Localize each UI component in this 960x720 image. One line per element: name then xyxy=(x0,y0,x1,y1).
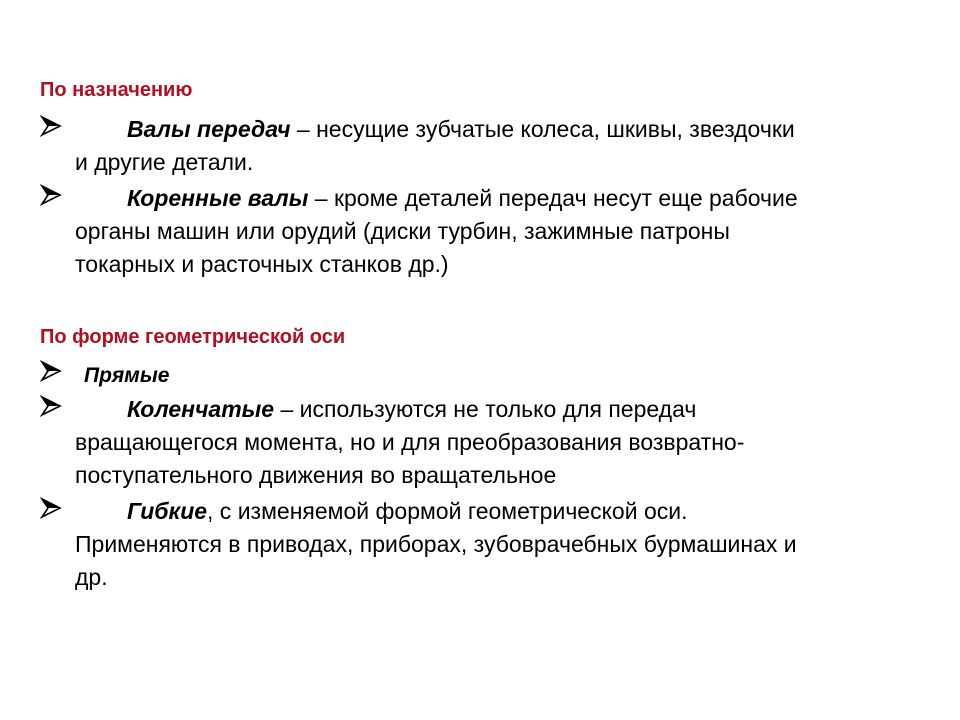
term-crankshafts: Коленчатые xyxy=(127,396,275,422)
arrowhead-bullet-icon xyxy=(40,360,62,382)
description-line: – кроме деталей передач несут еще рабочие xyxy=(308,185,798,211)
bullet-text xyxy=(75,495,920,594)
term-flexible: Гибкие xyxy=(127,498,208,524)
arrowhead-bullet-icon xyxy=(40,395,62,417)
term-transmission-shafts: Валы передач xyxy=(127,116,291,142)
arrowhead-bullet-icon xyxy=(40,115,62,137)
bullet-text xyxy=(75,182,920,281)
section-heading-axis-shape: По форме геометрической оси xyxy=(40,326,346,348)
arrowhead-bullet-icon xyxy=(40,497,62,519)
bullet-item-crankshafts xyxy=(40,393,920,492)
arrowhead-bullet-icon xyxy=(40,184,62,206)
continuation-line: др. xyxy=(75,564,108,590)
continuation-line: органы машин или орудий (диски турбин, зажимные патроны xyxy=(75,218,730,244)
continuation-line: Применяются в приводах, приборах, зубоврачебных бурмашинах и xyxy=(75,531,797,557)
bullet-text xyxy=(75,393,920,492)
bullet-text xyxy=(75,113,920,179)
bullet-text xyxy=(75,358,920,392)
section-heading-purpose: По назначению xyxy=(40,79,193,101)
continuation-line: поступательного движения во вращательное xyxy=(75,462,557,488)
term-main-shafts: Коренные валы xyxy=(127,185,309,211)
continuation-line: вращающегося момента, но и для преобразования возвратно- xyxy=(75,429,745,455)
bullet-item-flexible xyxy=(40,495,920,594)
description-line: , с изменяемой формой геометрической оси. xyxy=(207,498,688,524)
bullet-item-main-shafts xyxy=(40,182,920,281)
term-straight: Прямые xyxy=(84,364,170,387)
bullet-item-straight xyxy=(40,358,920,392)
continuation-line: токарных и расточных станков др.) xyxy=(75,251,449,277)
description-line: – используются не только для передач xyxy=(274,396,697,422)
description-line: – несущие зубчатые колеса, шкивы, звездочки xyxy=(290,116,795,142)
continuation-line: и другие детали. xyxy=(75,149,254,175)
bullet-item-transmission-shafts xyxy=(40,113,920,179)
